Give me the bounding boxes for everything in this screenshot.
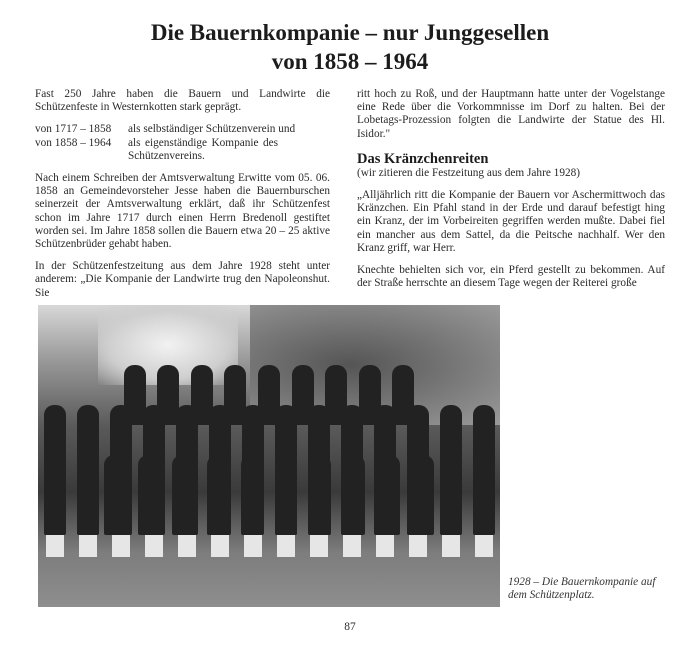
paragraph: „Alljährlich ritt die Kompanie der Bauern vor Aschermittwoch das Kränzchen. Ein Pfahl stand in der Erde und darauf befestigt hing ein Kranz, der im Vorbeireiten gegriffen werden mußte. Dabei fiel ein mancher aus dem Sattel, da die Peitsche nachhalf. Wer den Kranz griff, war Herr. [357,189,665,254]
caption-line-1: 1928 – Die Bauernkompanie auf [508,576,656,588]
left-column [35,88,330,309]
timeline-dates: von 1858 – 1964 [35,136,112,149]
paragraph: ritt hoch zu Roß, und der Hauptmann hatte unter der Vogelstange eine Rede über die Vorkommnisse im Dorf zu halten. Bei der Lobetags-Prozession folgten die Landwirte der Statue des Hl. Isidor." [357,88,665,140]
timeline-dates: von 1717 – 1858 [35,123,112,136]
section-heading: Das Kränzchenreiten [357,150,489,167]
paragraph: Knechte behielten sich vor, ein Pferd gestellt zu bekommen. Auf der Straße herrschte an diesem Tage wegen der Reiterei große [357,264,665,290]
timeline-text: als eigenständige Kompanie des Schützenvereins. [128,136,278,162]
page-title [0,18,700,76]
photo-row-front [38,455,500,535]
intro-paragraph: Fast 250 Jahre haben die Bauern und Landwirte die Schützenfeste in Westernkotten stark geprägt. [35,88,330,114]
title-line-2: von 1858 – 1964 [271,49,429,74]
timeline-row [35,123,330,136]
section-subheading: (wir zitieren die Festzeitung aus dem Jahre 1928) [357,166,581,179]
timeline-text: als selbständiger Schützenverein und [128,123,296,136]
page-number: 87 [344,621,356,633]
photo-white-trousers [38,535,500,557]
group-photo [38,305,500,607]
paragraph: Nach einem Schreiben der Amtsverwaltung Erwitte vom 05. 06. 1858 an Gemeindevorsteher Jesse haben die Bauernburschen seinerzeit der Amtsverwaltung erklärt, daß ihr Schützenfest schon im Jahre 1717 durch einen Herrn Bredenoll gestiftet worden sei. Im Jahre 1858 sollen die Bauern etwa 20 – 25 aktive Schützenbrüder gehabt haben. [35,172,330,251]
paragraph: In der Schützenfestzeitung aus dem Jahre 1928 steht unter anderem: „Die Kompanie der Landwirte trug den Napoleonshut. Sie [35,260,330,299]
timeline-row [35,137,330,163]
caption-line-2: dem Schützenplatz. [508,589,595,601]
right-column [357,88,665,299]
title-line-1: Die Bauernkompanie – nur Junggesellen [150,20,550,45]
photo-caption [508,576,655,602]
